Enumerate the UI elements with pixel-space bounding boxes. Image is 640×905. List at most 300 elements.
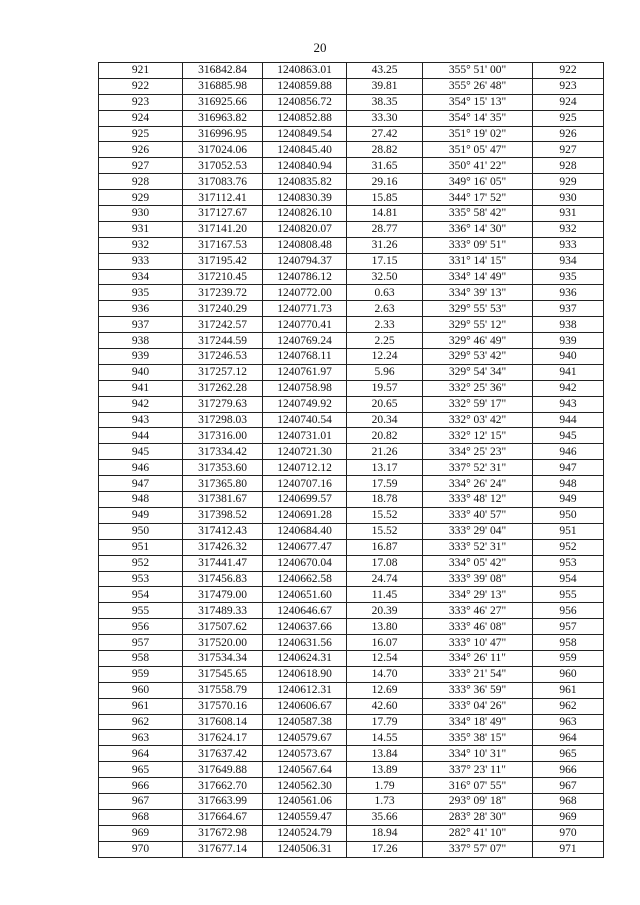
- table-row: [99, 63, 604, 79]
- point-number-cell: 935: [99, 285, 183, 301]
- bearing-cell: 334° 26' 24": [423, 476, 533, 492]
- distance-cell: 13.80: [347, 619, 423, 635]
- distance-cell: 20.39: [347, 603, 423, 619]
- x-coordinate-cell: 317662.70: [183, 778, 263, 794]
- distance-cell: 20.82: [347, 428, 423, 444]
- table-row: [99, 809, 604, 825]
- point-number-cell: 933: [99, 253, 183, 269]
- bearing-cell: 334° 29' 13": [423, 587, 533, 603]
- bearing-cell: 333° 48' 12": [423, 492, 533, 508]
- distance-cell: 42.60: [347, 698, 423, 714]
- y-coordinate-cell: 1240712.12: [263, 460, 347, 476]
- point-number-cell: 944: [99, 428, 183, 444]
- x-coordinate-cell: 317456.83: [183, 571, 263, 587]
- next-point-cell: 937: [533, 301, 604, 317]
- next-point-cell: 922: [533, 63, 604, 79]
- y-coordinate-cell: 1240612.31: [263, 682, 347, 698]
- next-point-cell: 926: [533, 126, 604, 142]
- point-number-cell: 959: [99, 666, 183, 682]
- bearing-cell: 331° 14' 15": [423, 253, 533, 269]
- x-coordinate-cell: 317624.17: [183, 730, 263, 746]
- y-coordinate-cell: 1240731.01: [263, 428, 347, 444]
- x-coordinate-cell: 317083.76: [183, 174, 263, 190]
- table-row: [99, 94, 604, 110]
- distance-cell: 35.66: [347, 809, 423, 825]
- x-coordinate-cell: 316885.98: [183, 78, 263, 94]
- table-row: [99, 110, 604, 126]
- distance-cell: 39.81: [347, 78, 423, 94]
- table-row: [99, 714, 604, 730]
- bearing-cell: 337° 52' 31": [423, 460, 533, 476]
- bearing-cell: 351° 19' 02": [423, 126, 533, 142]
- bearing-cell: 354° 14' 35": [423, 110, 533, 126]
- bearing-cell: 332° 59' 17": [423, 396, 533, 412]
- y-coordinate-cell: 1240646.67: [263, 603, 347, 619]
- point-number-cell: 950: [99, 523, 183, 539]
- next-point-cell: 949: [533, 492, 604, 508]
- point-number-cell: 949: [99, 507, 183, 523]
- y-coordinate-cell: 1240761.97: [263, 364, 347, 380]
- y-coordinate-cell: 1240691.28: [263, 507, 347, 523]
- distance-cell: 28.77: [347, 221, 423, 237]
- point-number-cell: 932: [99, 237, 183, 253]
- bearing-cell: 329° 55' 53": [423, 301, 533, 317]
- bearing-cell: 333° 39' 08": [423, 571, 533, 587]
- table-row: [99, 444, 604, 460]
- point-number-cell: 921: [99, 63, 183, 79]
- point-number-cell: 969: [99, 825, 183, 841]
- point-number-cell: 963: [99, 730, 183, 746]
- point-number-cell: 966: [99, 778, 183, 794]
- x-coordinate-cell: 317672.98: [183, 825, 263, 841]
- y-coordinate-cell: 1240826.10: [263, 206, 347, 222]
- y-coordinate-cell: 1240579.67: [263, 730, 347, 746]
- table-row: [99, 285, 604, 301]
- y-coordinate-cell: 1240707.16: [263, 476, 347, 492]
- next-point-cell: 962: [533, 698, 604, 714]
- table-row: [99, 142, 604, 158]
- point-number-cell: 953: [99, 571, 183, 587]
- next-point-cell: 950: [533, 507, 604, 523]
- table-row: [99, 619, 604, 635]
- y-coordinate-cell: 1240794.37: [263, 253, 347, 269]
- x-coordinate-cell: 317167.53: [183, 237, 263, 253]
- y-coordinate-cell: 1240524.79: [263, 825, 347, 841]
- table-row: [99, 206, 604, 222]
- next-point-cell: 946: [533, 444, 604, 460]
- y-coordinate-cell: 1240699.57: [263, 492, 347, 508]
- point-number-cell: 934: [99, 269, 183, 285]
- next-point-cell: 971: [533, 841, 604, 857]
- point-number-cell: 967: [99, 793, 183, 809]
- y-coordinate-cell: 1240662.58: [263, 571, 347, 587]
- x-coordinate-cell: 317412.43: [183, 523, 263, 539]
- bearing-cell: 351° 05' 47": [423, 142, 533, 158]
- table-row: [99, 778, 604, 794]
- y-coordinate-cell: 1240637.66: [263, 619, 347, 635]
- page-number: 20: [313, 40, 327, 55]
- y-coordinate-cell: 1240740.54: [263, 412, 347, 428]
- next-point-cell: 930: [533, 190, 604, 206]
- distance-cell: 17.59: [347, 476, 423, 492]
- x-coordinate-cell: 317507.62: [183, 619, 263, 635]
- next-point-cell: 943: [533, 396, 604, 412]
- bearing-cell: 337° 23' 11": [423, 762, 533, 778]
- bearing-cell: 334° 14' 49": [423, 269, 533, 285]
- table-row: [99, 174, 604, 190]
- distance-cell: 12.69: [347, 682, 423, 698]
- table-row: [99, 333, 604, 349]
- y-coordinate-cell: 1240606.67: [263, 698, 347, 714]
- y-coordinate-cell: 1240830.39: [263, 190, 347, 206]
- distance-cell: 38.35: [347, 94, 423, 110]
- bearing-cell: 332° 03' 42": [423, 412, 533, 428]
- x-coordinate-cell: 317334.42: [183, 444, 263, 460]
- distance-cell: 20.34: [347, 412, 423, 428]
- bearing-cell: 329° 53' 42": [423, 349, 533, 365]
- next-point-cell: 924: [533, 94, 604, 110]
- next-point-cell: 959: [533, 650, 604, 666]
- distance-cell: 2.63: [347, 301, 423, 317]
- point-number-cell: 922: [99, 78, 183, 94]
- distance-cell: 2.25: [347, 333, 423, 349]
- point-number-cell: 926: [99, 142, 183, 158]
- next-point-cell: 969: [533, 809, 604, 825]
- bearing-cell: 335° 38' 15": [423, 730, 533, 746]
- x-coordinate-cell: 317244.59: [183, 333, 263, 349]
- point-number-cell: 924: [99, 110, 183, 126]
- bearing-cell: 355° 26' 48": [423, 78, 533, 94]
- table-row: [99, 492, 604, 508]
- next-point-cell: 929: [533, 174, 604, 190]
- point-number-cell: 930: [99, 206, 183, 222]
- distance-cell: 17.15: [347, 253, 423, 269]
- next-point-cell: 956: [533, 603, 604, 619]
- y-coordinate-cell: 1240506.31: [263, 841, 347, 857]
- x-coordinate-cell: 317024.06: [183, 142, 263, 158]
- bearing-cell: 334° 26' 11": [423, 650, 533, 666]
- next-point-cell: 957: [533, 619, 604, 635]
- x-coordinate-cell: 317520.00: [183, 635, 263, 651]
- point-number-cell: 965: [99, 762, 183, 778]
- distance-cell: 32.50: [347, 269, 423, 285]
- bearing-cell: 334° 18' 49": [423, 714, 533, 730]
- bearing-cell: 333° 04' 26": [423, 698, 533, 714]
- distance-cell: 31.26: [347, 237, 423, 253]
- x-coordinate-cell: 317316.00: [183, 428, 263, 444]
- x-coordinate-cell: 317141.20: [183, 221, 263, 237]
- point-number-cell: 956: [99, 619, 183, 635]
- x-coordinate-cell: 317242.57: [183, 317, 263, 333]
- bearing-cell: 316° 07' 55": [423, 778, 533, 794]
- point-number-cell: 939: [99, 349, 183, 365]
- x-coordinate-cell: 317195.42: [183, 253, 263, 269]
- x-coordinate-cell: 317664.67: [183, 809, 263, 825]
- next-point-cell: 961: [533, 682, 604, 698]
- table-row: [99, 158, 604, 174]
- next-point-cell: 941: [533, 364, 604, 380]
- distance-cell: 24.74: [347, 571, 423, 587]
- y-coordinate-cell: 1240561.06: [263, 793, 347, 809]
- table-row: [99, 635, 604, 651]
- x-coordinate-cell: 317257.12: [183, 364, 263, 380]
- point-number-cell: 968: [99, 809, 183, 825]
- next-point-cell: 938: [533, 317, 604, 333]
- y-coordinate-cell: 1240849.54: [263, 126, 347, 142]
- y-coordinate-cell: 1240651.60: [263, 587, 347, 603]
- distance-cell: 28.82: [347, 142, 423, 158]
- distance-cell: 1.73: [347, 793, 423, 809]
- distance-cell: 0.63: [347, 285, 423, 301]
- table-row: [99, 666, 604, 682]
- bearing-cell: 354° 15' 13": [423, 94, 533, 110]
- table-body: [99, 63, 604, 858]
- y-coordinate-cell: 1240758.98: [263, 380, 347, 396]
- distance-cell: 13.17: [347, 460, 423, 476]
- distance-cell: 27.42: [347, 126, 423, 142]
- y-coordinate-cell: 1240808.48: [263, 237, 347, 253]
- distance-cell: 1.79: [347, 778, 423, 794]
- next-point-cell: 954: [533, 571, 604, 587]
- next-point-cell: 963: [533, 714, 604, 730]
- table-row: [99, 301, 604, 317]
- distance-cell: 17.08: [347, 555, 423, 571]
- next-point-cell: 967: [533, 778, 604, 794]
- distance-cell: 13.84: [347, 746, 423, 762]
- table-row: [99, 317, 604, 333]
- x-coordinate-cell: 317608.14: [183, 714, 263, 730]
- y-coordinate-cell: 1240768.11: [263, 349, 347, 365]
- point-number-cell: 947: [99, 476, 183, 492]
- table-row: [99, 221, 604, 237]
- x-coordinate-cell: 317279.63: [183, 396, 263, 412]
- next-point-cell: 955: [533, 587, 604, 603]
- bearing-cell: 349° 16' 05": [423, 174, 533, 190]
- bearing-cell: 334° 39' 13": [423, 285, 533, 301]
- distance-cell: 14.81: [347, 206, 423, 222]
- y-coordinate-cell: 1240684.40: [263, 523, 347, 539]
- table-row: [99, 507, 604, 523]
- table-row: [99, 428, 604, 444]
- next-point-cell: 948: [533, 476, 604, 492]
- y-coordinate-cell: 1240624.31: [263, 650, 347, 666]
- x-coordinate-cell: 316842.84: [183, 63, 263, 79]
- point-number-cell: 945: [99, 444, 183, 460]
- point-number-cell: 937: [99, 317, 183, 333]
- y-coordinate-cell: 1240840.94: [263, 158, 347, 174]
- bearing-cell: 335° 58' 42": [423, 206, 533, 222]
- next-point-cell: 935: [533, 269, 604, 285]
- bearing-cell: 334° 25' 23": [423, 444, 533, 460]
- point-number-cell: 962: [99, 714, 183, 730]
- bearing-cell: 333° 09' 51": [423, 237, 533, 253]
- y-coordinate-cell: 1240863.01: [263, 63, 347, 79]
- y-coordinate-cell: 1240749.92: [263, 396, 347, 412]
- x-coordinate-cell: 317112.41: [183, 190, 263, 206]
- distance-cell: 14.55: [347, 730, 423, 746]
- distance-cell: 13.89: [347, 762, 423, 778]
- distance-cell: 5.96: [347, 364, 423, 380]
- x-coordinate-cell: 317240.29: [183, 301, 263, 317]
- bearing-cell: 334° 05' 42": [423, 555, 533, 571]
- point-number-cell: 940: [99, 364, 183, 380]
- table-row: [99, 253, 604, 269]
- bearing-cell: 355° 51' 00": [423, 63, 533, 79]
- x-coordinate-cell: 317637.42: [183, 746, 263, 762]
- bearing-cell: 333° 21' 54": [423, 666, 533, 682]
- x-coordinate-cell: 317479.00: [183, 587, 263, 603]
- distance-cell: 20.65: [347, 396, 423, 412]
- x-coordinate-cell: 317246.53: [183, 349, 263, 365]
- table-row: [99, 460, 604, 476]
- next-point-cell: 960: [533, 666, 604, 682]
- next-point-cell: 933: [533, 237, 604, 253]
- next-point-cell: 966: [533, 762, 604, 778]
- bearing-cell: 333° 46' 08": [423, 619, 533, 635]
- x-coordinate-cell: 317353.60: [183, 460, 263, 476]
- table-row: [99, 539, 604, 555]
- point-number-cell: 954: [99, 587, 183, 603]
- y-coordinate-cell: 1240573.67: [263, 746, 347, 762]
- table-row: [99, 523, 604, 539]
- distance-cell: 43.25: [347, 63, 423, 79]
- next-point-cell: 932: [533, 221, 604, 237]
- bearing-cell: 350° 41' 22": [423, 158, 533, 174]
- distance-cell: 16.07: [347, 635, 423, 651]
- x-coordinate-cell: 317570.16: [183, 698, 263, 714]
- x-coordinate-cell: 317052.53: [183, 158, 263, 174]
- bearing-cell: 333° 40' 57": [423, 507, 533, 523]
- table-row: [99, 698, 604, 714]
- distance-cell: 2.33: [347, 317, 423, 333]
- distance-cell: 31.65: [347, 158, 423, 174]
- y-coordinate-cell: 1240677.47: [263, 539, 347, 555]
- next-point-cell: 964: [533, 730, 604, 746]
- point-number-cell: 964: [99, 746, 183, 762]
- y-coordinate-cell: 1240769.24: [263, 333, 347, 349]
- distance-cell: 33.30: [347, 110, 423, 126]
- y-coordinate-cell: 1240859.88: [263, 78, 347, 94]
- bearing-cell: 332° 25' 36": [423, 380, 533, 396]
- distance-cell: 12.54: [347, 650, 423, 666]
- point-number-cell: 951: [99, 539, 183, 555]
- table-row: [99, 237, 604, 253]
- y-coordinate-cell: 1240786.12: [263, 269, 347, 285]
- next-point-cell: 944: [533, 412, 604, 428]
- bearing-cell: 293° 09' 18": [423, 793, 533, 809]
- point-number-cell: 943: [99, 412, 183, 428]
- distance-cell: 12.24: [347, 349, 423, 365]
- point-number-cell: 942: [99, 396, 183, 412]
- distance-cell: 29.16: [347, 174, 423, 190]
- next-point-cell: 945: [533, 428, 604, 444]
- x-coordinate-cell: 317558.79: [183, 682, 263, 698]
- distance-cell: 21.26: [347, 444, 423, 460]
- x-coordinate-cell: 317649.88: [183, 762, 263, 778]
- coordinates-table: [98, 62, 604, 858]
- next-point-cell: 947: [533, 460, 604, 476]
- y-coordinate-cell: 1240587.38: [263, 714, 347, 730]
- table-row: [99, 571, 604, 587]
- table-row: [99, 730, 604, 746]
- bearing-cell: 333° 46' 27": [423, 603, 533, 619]
- x-coordinate-cell: 317127.67: [183, 206, 263, 222]
- table-row: [99, 603, 604, 619]
- distance-cell: 18.94: [347, 825, 423, 841]
- point-number-cell: 941: [99, 380, 183, 396]
- table-row: [99, 364, 604, 380]
- next-point-cell: 939: [533, 333, 604, 349]
- bearing-cell: 282° 41' 10": [423, 825, 533, 841]
- distance-cell: 18.78: [347, 492, 423, 508]
- x-coordinate-cell: 317534.34: [183, 650, 263, 666]
- y-coordinate-cell: 1240631.56: [263, 635, 347, 651]
- table-row: [99, 650, 604, 666]
- x-coordinate-cell: 316925.66: [183, 94, 263, 110]
- bearing-cell: 336° 14' 30": [423, 221, 533, 237]
- point-number-cell: 960: [99, 682, 183, 698]
- next-point-cell: 940: [533, 349, 604, 365]
- point-number-cell: 946: [99, 460, 183, 476]
- table-row: [99, 412, 604, 428]
- table-row: [99, 825, 604, 841]
- y-coordinate-cell: 1240820.07: [263, 221, 347, 237]
- x-coordinate-cell: 316963.82: [183, 110, 263, 126]
- y-coordinate-cell: 1240721.30: [263, 444, 347, 460]
- x-coordinate-cell: 317441.47: [183, 555, 263, 571]
- y-coordinate-cell: 1240845.40: [263, 142, 347, 158]
- bearing-cell: 333° 10' 47": [423, 635, 533, 651]
- distance-cell: 19.57: [347, 380, 423, 396]
- table-row: [99, 269, 604, 285]
- x-coordinate-cell: 317381.67: [183, 492, 263, 508]
- distance-cell: 15.85: [347, 190, 423, 206]
- y-coordinate-cell: 1240559.47: [263, 809, 347, 825]
- point-number-cell: 958: [99, 650, 183, 666]
- y-coordinate-cell: 1240852.88: [263, 110, 347, 126]
- bearing-cell: 283° 28' 30": [423, 809, 533, 825]
- point-number-cell: 928: [99, 174, 183, 190]
- table-row: [99, 78, 604, 94]
- table-row: [99, 555, 604, 571]
- point-number-cell: 931: [99, 221, 183, 237]
- next-point-cell: 927: [533, 142, 604, 158]
- next-point-cell: 936: [533, 285, 604, 301]
- next-point-cell: 931: [533, 206, 604, 222]
- y-coordinate-cell: 1240567.64: [263, 762, 347, 778]
- x-coordinate-cell: 317239.72: [183, 285, 263, 301]
- x-coordinate-cell: 317489.33: [183, 603, 263, 619]
- next-point-cell: 953: [533, 555, 604, 571]
- y-coordinate-cell: 1240835.82: [263, 174, 347, 190]
- x-coordinate-cell: 317210.45: [183, 269, 263, 285]
- table-row: [99, 126, 604, 142]
- table-row: [99, 349, 604, 365]
- next-point-cell: 928: [533, 158, 604, 174]
- next-point-cell: 952: [533, 539, 604, 555]
- x-coordinate-cell: 317365.80: [183, 476, 263, 492]
- point-number-cell: 970: [99, 841, 183, 857]
- bearing-cell: 334° 10' 31": [423, 746, 533, 762]
- x-coordinate-cell: 317298.03: [183, 412, 263, 428]
- table-row: [99, 841, 604, 857]
- x-coordinate-cell: 317545.65: [183, 666, 263, 682]
- distance-cell: 15.52: [347, 523, 423, 539]
- next-point-cell: 951: [533, 523, 604, 539]
- table-row: [99, 746, 604, 762]
- bearing-cell: 337° 57' 07": [423, 841, 533, 857]
- x-coordinate-cell: 317663.99: [183, 793, 263, 809]
